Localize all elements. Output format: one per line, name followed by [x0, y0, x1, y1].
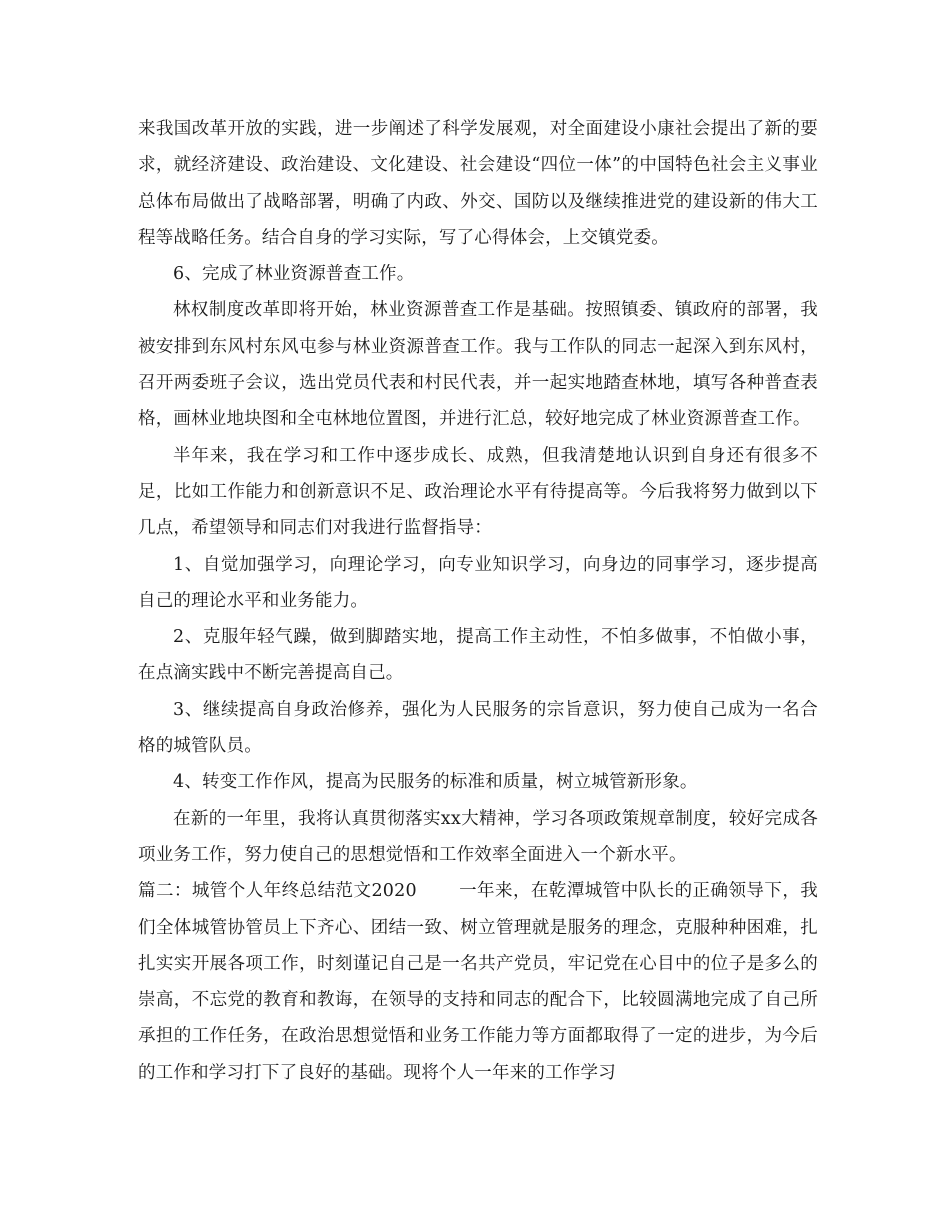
- document-body: [138, 111, 818, 1091]
- section-two: [138, 873, 818, 1091]
- paragraph-half-year-summary: 半年来，我在学习和工作中逐步成长、成熟，但我清楚地认识到自身还有很多不足，比如工作能力和创新意识不足、政治理论水平有待提高等。今后我将努力做到以下几点，希望领导和同志们对我进行监督指导：: [138, 445, 818, 539]
- paragraph-item-6-title: 6、完成了林业资源普查工作。: [173, 264, 415, 285]
- paragraph-goal-2: 2、克服年轻气躁，做到脚踏实地，提高工作主动性，不怕多做事，不怕做小事，在点滴实践中不断完善提高自己。: [138, 627, 818, 684]
- paragraph-study-conclusion: 来我国改革开放的实践，进一步阐述了科学发展观，对全面建设小康社会提出了新的要求，就经济建设、政治建设、文化建设、社会建设“四位一体”的中国特色社会主义事业总体布局做出了战略部署，明确了内政、外交、国防以及继续推进党的建设新的伟大工程等战略任务。结合自身的学习实际，写了心得体会，上交镇党委。: [138, 119, 818, 248]
- section-heading: 篇二：城管个人年终总结范文2020: [138, 881, 417, 902]
- paragraph-new-year: 在新的一年里，我将认真贯彻落实xx大精神，学习各项政策规章制度，较好完成各项业务工作，努力使自己的思想觉悟和工作效率全面进入一个新水平。: [138, 808, 818, 865]
- section-body-text: 一年来，在乾潭城管中队长的正确领导下，我们全体城管协管员上下齐心、团结一致、树立管理就是服务的理念，克服种种困难，扎扎实实开展各项工作，时刻谨记自己是一名共产党员，牢记党在心目中的位子是多么的崇高，不忘党的教育和教诲，在领导的支持和同志的配合下，比较圆满地完成了自己所承担的工作任务，在政治思想觉悟和业务工作能力等方面都取得了一定的进步，为今后的工作和学习打下了良好的基础。现将个人一年来的工作学习: [138, 881, 819, 1083]
- paragraph-forest-survey: 林权制度改革即将开始，林业资源普查工作是基础。按照镇委、镇政府的部署，我被安排到东风村东风屯参与林业资源普查工作。我与工作队的同志一起深入到东风村，召开两委班子会议，选出党员代表和村民代表，并一起实地踏查林地，填写各种普查表格，画林业地块图和全屯林地位置图，并进行汇总，较好地完成了林业资源普查工作。: [138, 300, 818, 430]
- paragraph-goal-4: 4、转变工作作风，提高为民服务的标准和质量，树立城管新形象。: [173, 772, 698, 793]
- paragraph-goal-1: 1、自觉加强学习，向理论学习，向专业知识学习，向身边的同事学习，逐步提高自己的理论水平和业务能力。: [138, 554, 818, 611]
- paragraph-goal-3: 3、继续提高自身政治修养，强化为人民服务的宗旨意识，努力使自己成为一名合格的城管队员。: [138, 699, 818, 757]
